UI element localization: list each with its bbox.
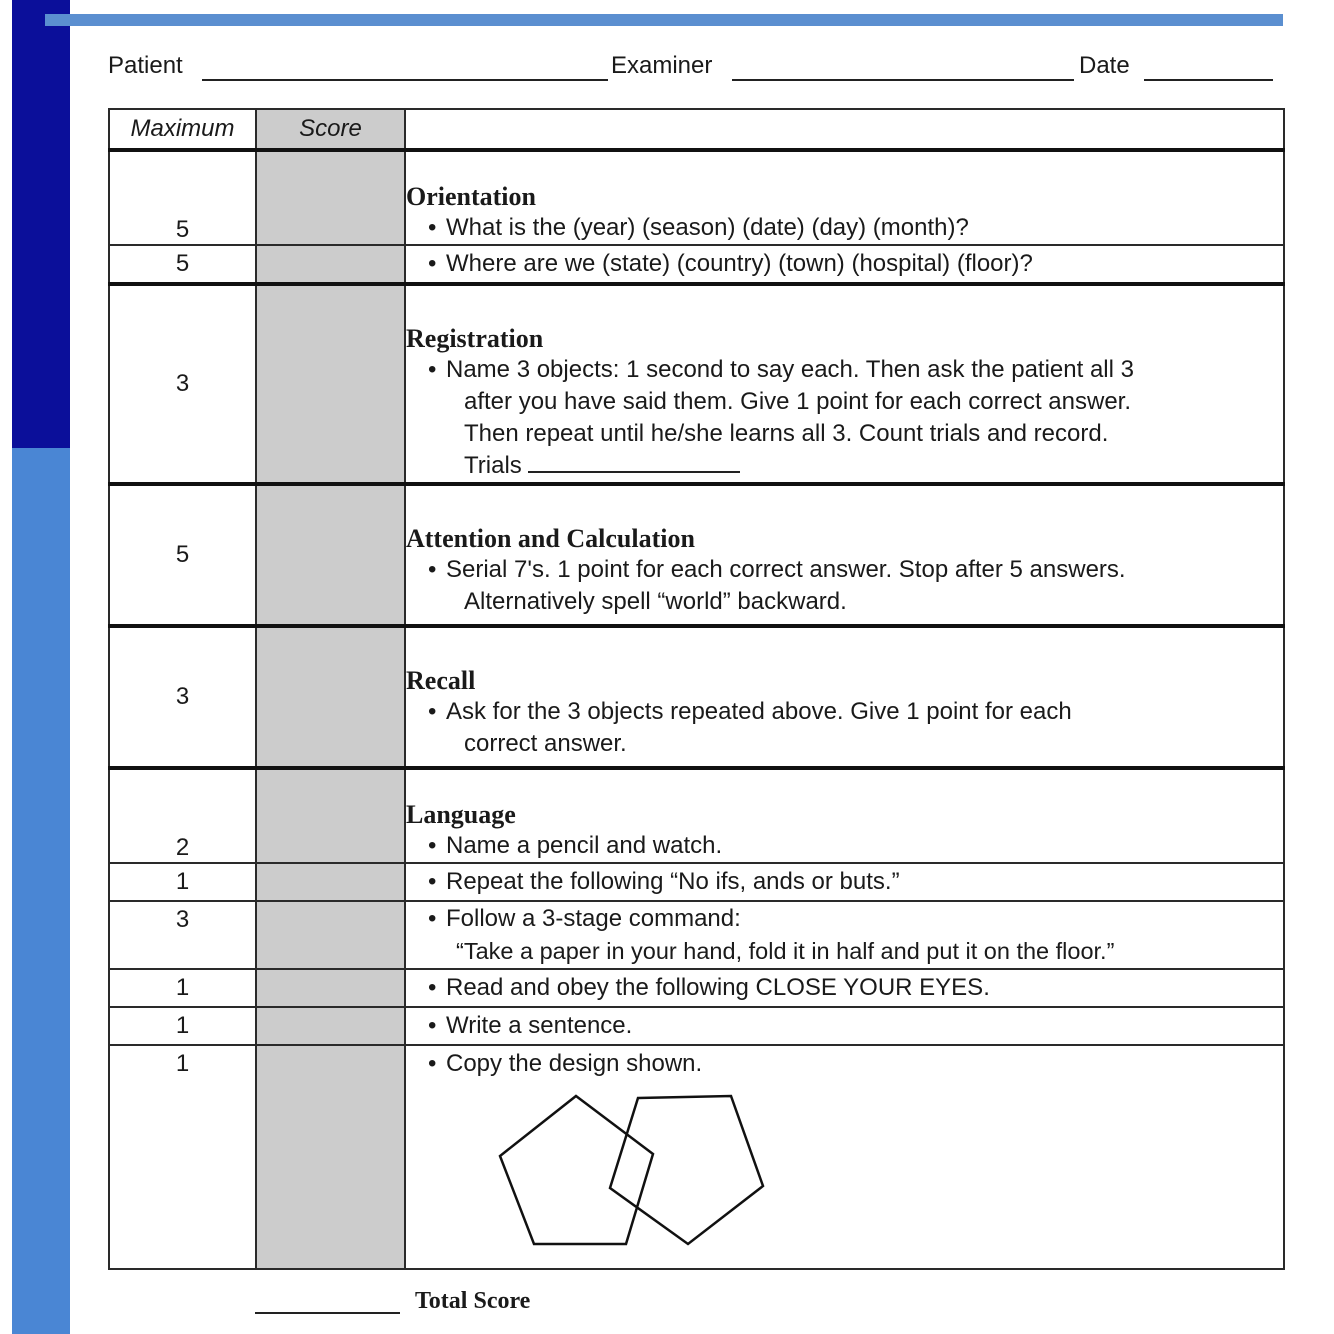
- section-title-registration: Registration: [406, 324, 544, 353]
- item-cell: [405, 969, 1284, 1007]
- table-row: [109, 150, 1284, 245]
- item-text: • What is the (year) (season) (date) (day) (month)?: [406, 212, 1283, 244]
- item-text: • Name 3 objects: 1 second to say each. Then ask the patient all 3: [406, 354, 1283, 386]
- item-text: • Where are we (state) (country) (town) (hospital) (floor)?: [406, 248, 1283, 280]
- trials-field[interactable]: [528, 471, 740, 473]
- trials-label: Trials: [464, 452, 522, 479]
- item-text: • Name a pencil and watch.: [406, 830, 1283, 862]
- section-title-recall: Recall: [406, 666, 476, 695]
- section-title-language: Language: [406, 800, 516, 829]
- table-row: [109, 484, 1284, 626]
- max-cell: 1: [109, 1007, 256, 1045]
- maximum-header: Maximum: [109, 109, 256, 150]
- max-cell: 2: [109, 768, 256, 863]
- item-text-cont: correct answer.: [464, 730, 627, 757]
- max-cell: 1: [109, 969, 256, 1007]
- table-row: [109, 1045, 1284, 1269]
- item-text-cont: Then repeat until he/she learns all 3. Count trials and record.: [464, 420, 1109, 447]
- table-row: [109, 969, 1284, 1007]
- table-row: [109, 863, 1284, 901]
- max-cell: 1: [109, 1045, 256, 1269]
- max-cell: 3: [109, 284, 256, 484]
- item-text: • Ask for the 3 objects repeated above. Give 1 point for each: [406, 696, 1283, 728]
- date-field[interactable]: [1144, 79, 1273, 81]
- section-title-attention: Attention and Calculation: [406, 524, 695, 553]
- item-text: • Follow a 3-stage command:: [406, 903, 1283, 935]
- item-cell: [405, 284, 1284, 484]
- table-row: [109, 245, 1284, 284]
- item-cell: [405, 901, 1284, 969]
- side-bar-navy: [12, 0, 70, 448]
- score-cell[interactable]: [256, 863, 405, 901]
- item-text: • Serial 7's. 1 point for each correct answer. Stop after 5 answers.: [406, 554, 1283, 586]
- score-cell[interactable]: [256, 1007, 405, 1045]
- score-header: Score: [256, 109, 405, 150]
- score-cell[interactable]: [256, 150, 405, 245]
- item-cell: [405, 150, 1284, 245]
- max-cell: 5: [109, 484, 256, 626]
- mmse-table: [108, 108, 1285, 1270]
- section-title-orientation: Orientation: [406, 182, 536, 211]
- item-cell: [405, 863, 1284, 901]
- item-cell: [405, 1007, 1284, 1045]
- patient-label: Patient: [108, 52, 183, 79]
- total-score-field[interactable]: [255, 1312, 400, 1314]
- table-row: [109, 626, 1284, 768]
- total-score-label: Total Score: [415, 1288, 531, 1314]
- total-score: [255, 1284, 655, 1320]
- score-cell[interactable]: [256, 901, 405, 969]
- intersecting-pentagons-icon: [498, 1094, 778, 1254]
- item-text-cont: Alternatively spell “world” backward.: [464, 588, 847, 615]
- table-row: [109, 901, 1284, 969]
- trials-row: [406, 450, 1283, 482]
- table-row: [109, 284, 1284, 484]
- score-cell[interactable]: [256, 1045, 405, 1269]
- score-cell[interactable]: [256, 969, 405, 1007]
- header-fields: [108, 48, 1283, 84]
- item-text: • Repeat the following “No ifs, ands or buts.”: [406, 866, 1283, 898]
- table-row: [109, 768, 1284, 863]
- examiner-label: Examiner: [611, 52, 713, 79]
- item-cell: [405, 245, 1284, 284]
- item-text: • Write a sentence.: [406, 1010, 1283, 1042]
- score-cell[interactable]: [256, 626, 405, 768]
- top-rule: [45, 14, 1283, 26]
- item-cell: [405, 626, 1284, 768]
- max-cell: 3: [109, 626, 256, 768]
- max-cell: 5: [109, 150, 256, 245]
- examiner-field[interactable]: [732, 79, 1074, 81]
- item-header: [405, 109, 1284, 150]
- max-cell: 3: [109, 901, 256, 969]
- score-cell[interactable]: [256, 484, 405, 626]
- item-cell: [405, 484, 1284, 626]
- score-cell[interactable]: [256, 284, 405, 484]
- table-row: [109, 1007, 1284, 1045]
- item-text: • Copy the design shown.: [406, 1048, 1283, 1080]
- patient-field[interactable]: [202, 79, 608, 81]
- item-text-cont: “Take a paper in your hand, fold it in half and put it on the floor.”: [456, 938, 1115, 964]
- item-cell: [405, 1045, 1284, 1269]
- item-cell: [405, 768, 1284, 863]
- date-label: Date: [1079, 52, 1130, 79]
- table-header-row: [109, 109, 1284, 150]
- max-cell: 1: [109, 863, 256, 901]
- score-cell[interactable]: [256, 245, 405, 284]
- score-cell[interactable]: [256, 768, 405, 863]
- side-bar-blue: [12, 448, 70, 1334]
- item-text-cont: after you have said them. Give 1 point for each correct answer.: [464, 388, 1132, 415]
- item-text: • Read and obey the following CLOSE YOUR EYES.: [406, 972, 1283, 1004]
- max-cell: 5: [109, 245, 256, 284]
